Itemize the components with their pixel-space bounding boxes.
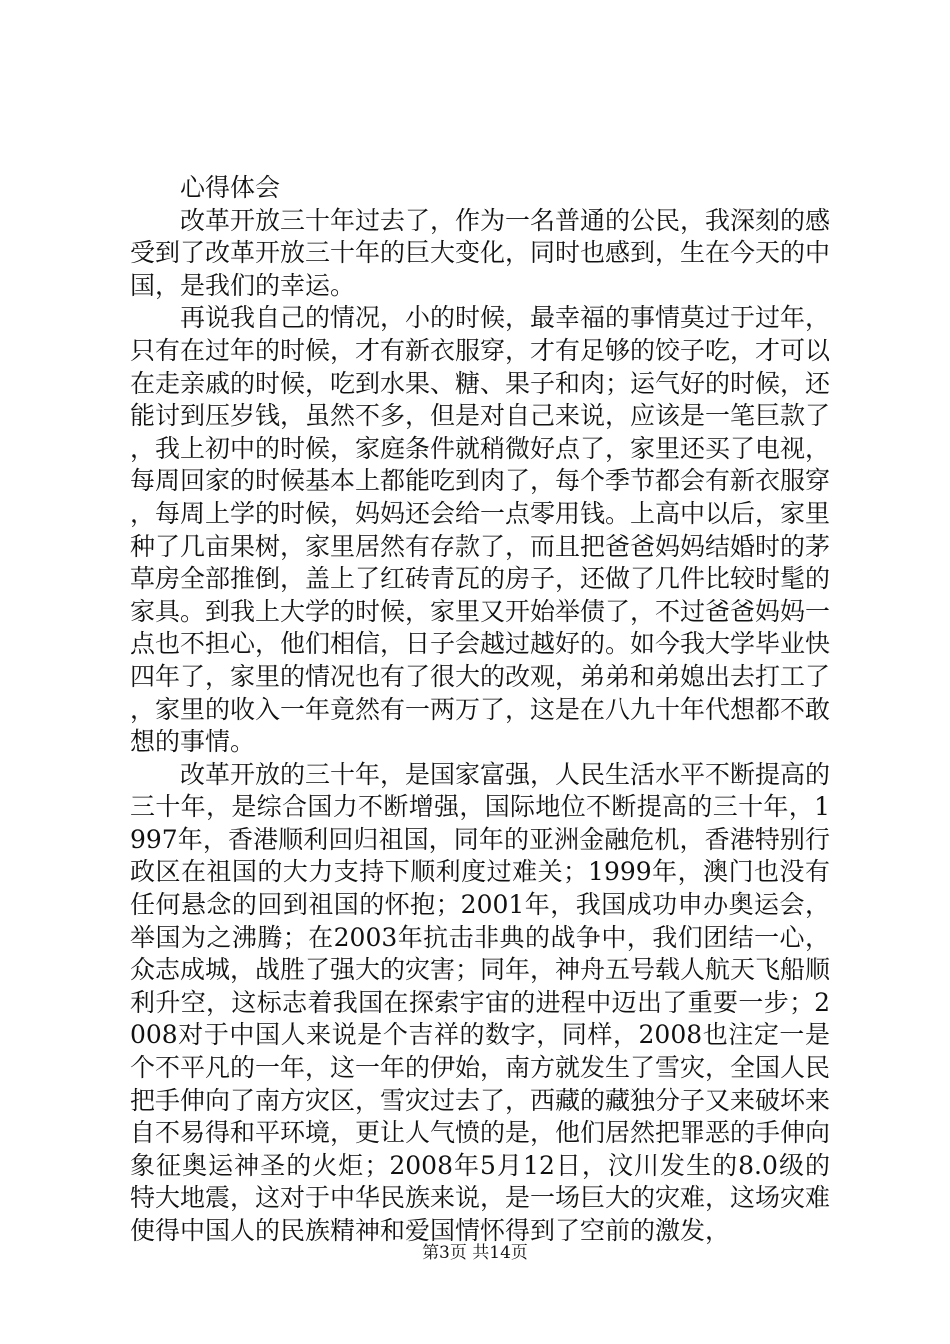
page-number-footer: 第3页 共14页	[422, 1243, 528, 1263]
document-body	[130, 172, 830, 1248]
paragraph-1: 改革开放三十年过去了，作为一名普通的公民，我深刻的感受到了改革开放三十年的巨大变化，同时也感到，生在今天的中国，是我们的幸运。	[130, 205, 831, 300]
document-title: 心得体会	[180, 173, 281, 202]
paragraph-3: 改革开放的三十年，是国家富强，人民生活水平不断提高的三十年，是综合国力不断增强，国际地位不断提高的三十年，1997年，香港顺利回归祖国，同年的亚洲金融危机，香港特别行政区在祖国的大力支持下顺利度过难关；1999年，澳门也没有任何悬念的回到祖国的怀抱；2001年，我国成功申办奥运会，举国为之沸腾；在2003年抗击非典的战争中，我们团结一心，众志成城，战胜了强大的灾害；同年，神舟五号载人航天飞船顺利升空，这标志着我国在探索宇宙的进程中迈出了重要一步；2008对于中国人来说是个吉祥的数字，同样，2008也注定一是个不平凡的一年，这一年的伊始，南方就发生了雪灾，全国人民把手伸向了南方灾区，雪灾过去了，西藏的藏独分子又来破坏来自不易得和平环境，更让人气愤的是，他们居然把罪恶的手伸向象征奥运神圣的火炬；2008年5月12日，汶川发生的8.0级的特大地震，这对于中华民族来说，是一场巨大的灾难，这场灾难使得中国人的民族精神和爱国情怀得到了空前的激发，	[130, 759, 831, 1245]
paragraph-2: 再说我自己的情况，小的时候，最幸福的事情莫过于过年，只有在过年的时候，才有新衣服穿，才有足够的饺子吃，才可以在走亲戚的时候，吃到水果、糖、果子和肉；运气好的时候，还能讨到压岁钱，虽然不多，但是对自己来说，应该是一笔巨款了，我上初中的时候，家庭条件就稍微好点了，家里还买了电视，每周回家的时候基本上都能吃到肉了，每个季节都会有新衣服穿，每周上学的时候，妈妈还会给一点零用钱。上高中以后，家里种了几亩果树，家里居然有存款了，而且把爸爸妈妈结婚时的茅草房全部推倒，盖上了红砖青瓦的房子，还做了几件比较时髦的家具。到我上大学的时候，家里又开始举债了，不过爸爸妈妈一点也不担心，他们相信，日子会越过越好的。如今我大学毕业快四年了，家里的情况也有了很大的改观，弟弟和弟媳出去打工了，家里的收入一年竟然有一两万了，这是在八九十年代想都不敢想的事情。	[130, 303, 831, 757]
